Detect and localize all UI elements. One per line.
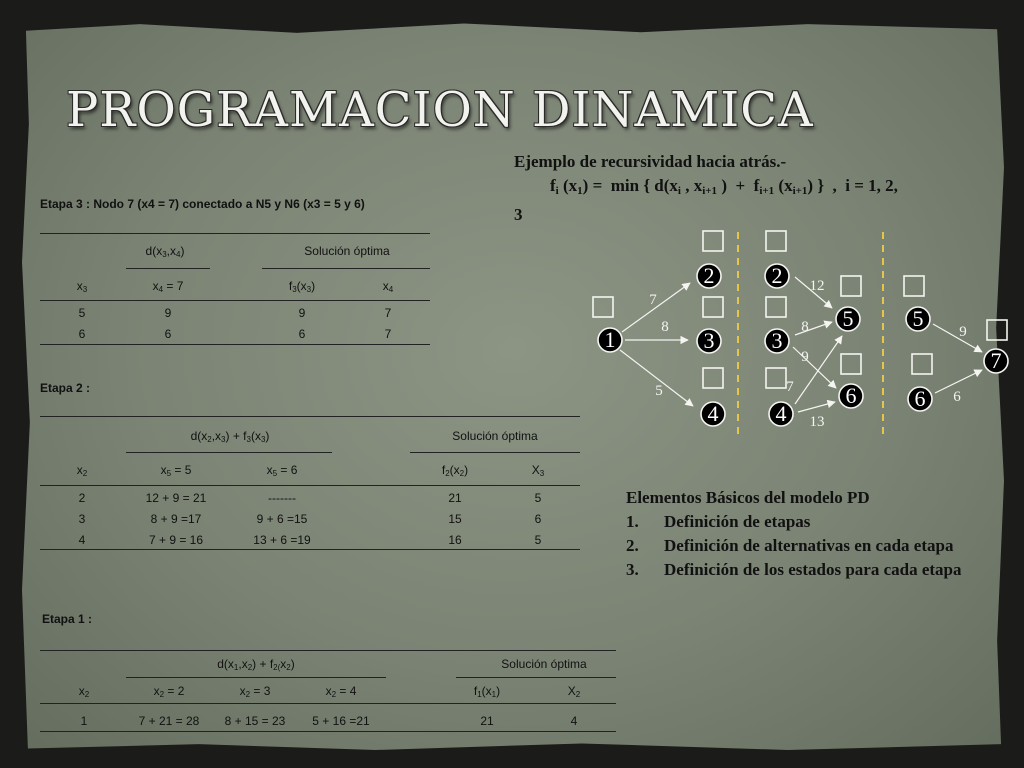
stage1-col-x2-3: $x_2 = 3$ — [239, 684, 271, 699]
stage3-cell: 5 — [78, 306, 86, 320]
list-item-text: Definición de los estados para cada etapa — [664, 560, 962, 579]
node-4 — [769, 401, 793, 426]
stage2-col-opt: $X_3$ — [531, 463, 545, 478]
stage2-cell: 9 + 6 =15 — [256, 512, 308, 526]
edge-weight: 9 — [959, 324, 967, 340]
recursion-title: Ejemplo de recursividad hacia atrás.- — [514, 152, 787, 171]
network-nodes — [598, 263, 1008, 426]
list-item-text: Definición de alternativas en cada etapa — [664, 536, 954, 555]
stage1-col-opt: $X_2$ — [567, 684, 581, 699]
edge-weight: 7 — [786, 379, 794, 395]
node-3 — [697, 328, 721, 353]
node-label: 6 — [914, 386, 926, 411]
node-label: 5 — [842, 306, 854, 331]
stage2-cell: 8 + 9 =17 — [150, 512, 202, 526]
stage2-col-x5: $x_5 = 5$ — [160, 463, 192, 478]
elements-block — [626, 486, 966, 582]
list-item-text: Definición de etapas — [664, 512, 811, 531]
stage3-col-x3: $x_3$ — [76, 279, 88, 294]
node-label: 7 — [990, 348, 1002, 373]
edge-weight: 5 — [655, 383, 663, 399]
node-1 — [598, 327, 622, 352]
stage3-label: Etapa 3 : Nodo 7 (x4 = 7) conectado a N5 y N6 (x3 = 5 y 6) — [40, 197, 365, 211]
stage2-head-opt: Solución óptima — [452, 429, 538, 443]
stage3-col-f3: $f_3(x_3)$ — [288, 279, 316, 294]
stage1-cell: 5 + 16 =21 — [312, 714, 370, 728]
edge-weight: 8 — [801, 319, 809, 335]
node-label: 4 — [775, 401, 787, 426]
edge-weight: 12 — [809, 278, 825, 294]
stage3-head-d: $d(x_3,x_4)$ — [145, 244, 185, 259]
edge-weight: 8 — [661, 319, 669, 335]
stage2-cell: 3 — [78, 512, 86, 526]
stage3-cell: 9 — [298, 306, 306, 320]
stage3-cell: 7 — [384, 327, 392, 341]
node-6 — [908, 386, 932, 411]
stage2-cell: 15 — [448, 512, 462, 526]
stage2-cell: 4 — [78, 533, 86, 547]
node-label: 2 — [771, 263, 783, 288]
stage2-cell: 5 — [534, 533, 542, 547]
list-item-number: 2. — [626, 536, 639, 555]
elements-title: Elementos Básicos del modelo PD — [626, 488, 870, 507]
stage1-head-opt: Solución óptima — [501, 657, 587, 671]
stage2-cell: 13 + 6 =19 — [253, 533, 311, 547]
stage1-col-x2-4: $x_2 = 4$ — [325, 684, 357, 699]
elements-list — [626, 510, 966, 582]
stage1-head-d: $d(x_1,x_2) + f_{2(}x_2$) — [217, 657, 295, 672]
stage2-cell: 6 — [534, 512, 542, 526]
node-label: 3 — [771, 328, 783, 353]
recursion-formula: $f_i$ $(x_1) = \min$ { $d(x_i$ , $x_{i+1}$ ) + $f_{i+1}$ $(x_{i+1})$ } , i = 1, 2, — [550, 176, 898, 197]
stage1-col-f1: $f_1(x_1)$ — [473, 684, 501, 699]
page-title: PROGRAMACION DINAMICA — [66, 82, 814, 138]
list-item-number: 3. — [626, 560, 639, 579]
stage2-cell: 16 — [448, 533, 462, 547]
node-7 — [984, 348, 1008, 373]
stage2-cell: 12 + 9 = 21 — [145, 491, 207, 505]
node-label: 3 — [703, 328, 715, 353]
stage3-col-x4: $x_4 = 7$ — [152, 279, 184, 294]
list-item-number: 1. — [626, 512, 639, 531]
stage1-col-x2-2: $x_2 = 2$ — [153, 684, 185, 699]
stage3-head-opt: Solución óptima — [304, 244, 390, 258]
node-label: 5 — [912, 306, 924, 331]
stage2-cell: 5 — [534, 491, 542, 505]
node-3 — [765, 328, 789, 353]
stage1-cell: 4 — [570, 714, 578, 728]
node-5 — [906, 306, 930, 331]
list-item — [626, 534, 966, 558]
node-2 — [697, 263, 721, 288]
stage1-cell: 7 + 21 = 28 — [138, 714, 200, 728]
stage3-col-opt: $x_4$ — [382, 279, 394, 294]
node-label: 1 — [604, 327, 616, 352]
stage3-cell: 9 — [164, 306, 172, 320]
stage3-cell: 6 — [298, 327, 306, 341]
stage2-col-f2: $f_2(x_2)$ — [441, 463, 469, 478]
edge-weight: 7 — [649, 292, 657, 308]
stage2-cell: ------- — [268, 491, 296, 505]
list-item — [626, 510, 966, 534]
stage1-col-x1: $x_2$ — [78, 684, 90, 699]
recursion-tail: 3 — [514, 205, 523, 224]
list-item — [626, 558, 966, 582]
stage2-cell: 21 — [448, 491, 462, 505]
stage-dividers — [738, 232, 883, 438]
node-2 — [765, 263, 789, 288]
node-6 — [839, 383, 863, 408]
stage2-cell: 7 + 9 = 16 — [148, 533, 204, 547]
node-5 — [836, 306, 860, 331]
stage3-cell: 7 — [384, 306, 392, 320]
stage2-col-x6: $x_5 = 6$ — [266, 463, 298, 478]
stage1-cell: 21 — [480, 714, 494, 728]
edge-weight: 13 — [809, 414, 825, 430]
node-4 — [701, 401, 725, 426]
stage3-cell: 6 — [78, 327, 86, 341]
node-label: 4 — [707, 401, 719, 426]
node-label: 2 — [703, 263, 715, 288]
node-label: 6 — [845, 383, 857, 408]
stage1-label: Etapa 1 : — [42, 612, 93, 626]
empty-boxes — [593, 231, 1007, 388]
edge-weight: 9 — [801, 349, 809, 365]
stage2-label: Etapa 2 : — [40, 381, 91, 395]
stage1-cell: 1 — [80, 714, 88, 728]
stage3-cell: 6 — [164, 327, 172, 341]
stage2-cell: 2 — [78, 491, 86, 505]
edge-weight: 6 — [953, 389, 961, 405]
stage1-cell: 8 + 15 = 23 — [224, 714, 286, 728]
stage2-col-x2: $x_2$ — [76, 463, 88, 478]
stage2-head-d: $d(x_2,x_3) + f_3(x_3)$ — [190, 429, 270, 444]
